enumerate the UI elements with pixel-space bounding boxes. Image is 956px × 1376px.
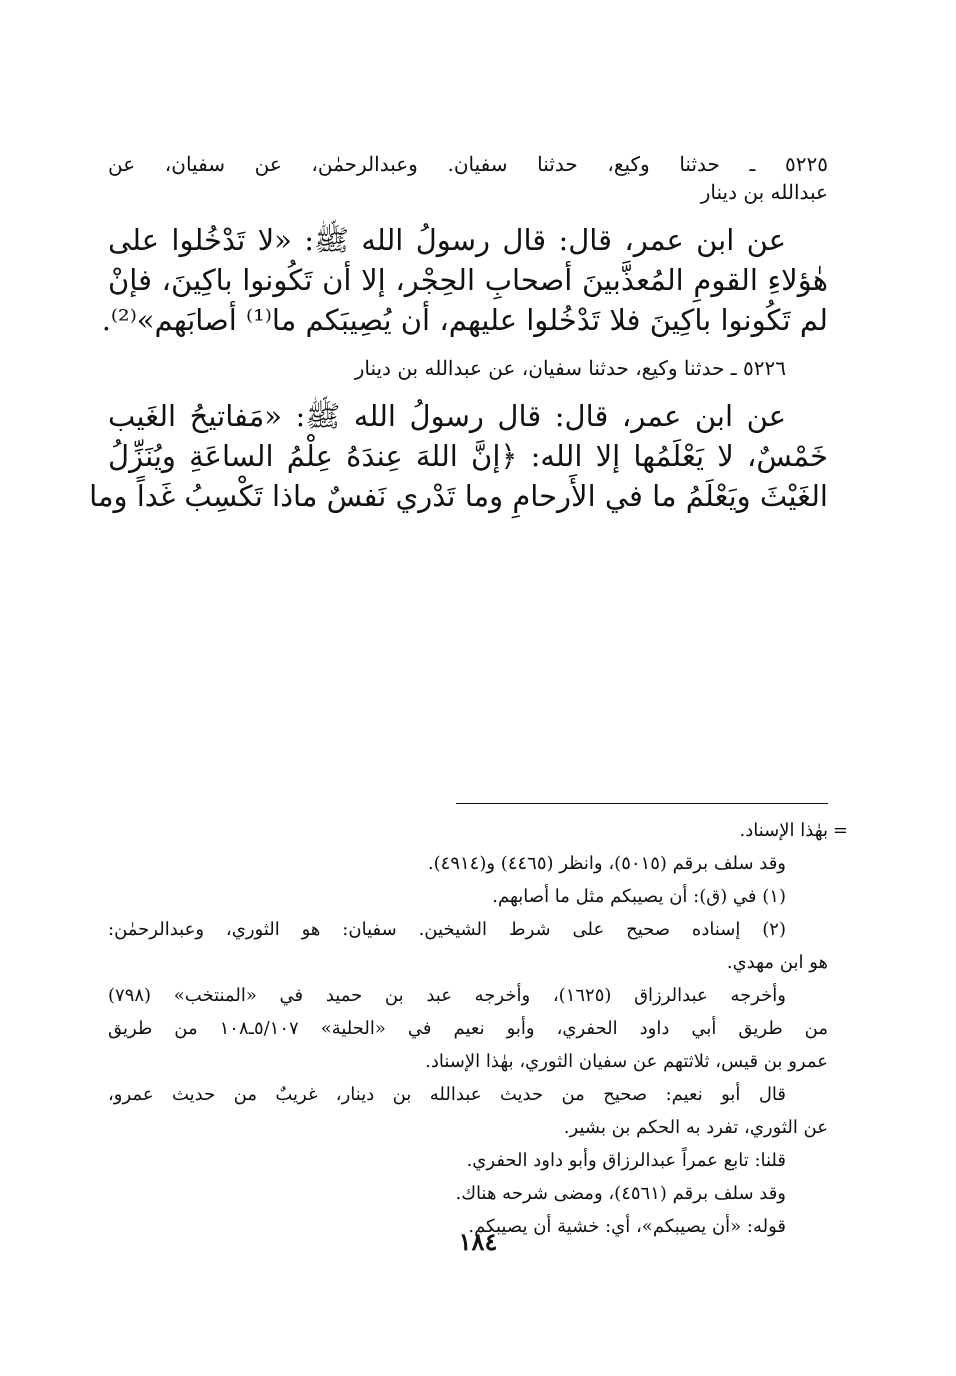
page-number: ١٨٤ — [458, 1227, 498, 1256]
footnote-line: عن الثوري، تفرد به الحكم بن بشير. — [563, 1117, 828, 1138]
footnote-line: (١) في (ق): أن يصيبكم مثل ما أصابهم. — [492, 886, 786, 907]
page-body — [89, 150, 848, 1237]
matn-line: لم تَكُونوا باكِينَ فلا تَدْخُلوا عليهم، أن يُصِيبَكم ما⁽¹⁾ أصابَهم»⁽²⁾. — [101, 303, 828, 337]
footnote-text: بهٰذا الإسناد. — [739, 820, 828, 841]
footnote-line: عمرو بن قيس، ثلاثتهم عن سفيان الثوري، بهٰذا الإسناد. — [425, 1051, 828, 1072]
hadith-5226 — [89, 354, 828, 516]
footnote-line: (٢) إسناده صحيح على شرط الشيخين. سفيان: هو الثوري، وعبدالرحمٰن: — [108, 919, 786, 940]
footnote-line: قال أبو نعيم: صحيح من حديث عبدالله بن دينار، غريبٌ من حديث عمرو، — [108, 1084, 786, 1105]
footnote-line: وأخرجه عبدالرزاق (١٦٢٥)، وأخرجه عبد بن حميد في «المنتخب» (٧٩٨) — [108, 985, 786, 1006]
matn-line: خَمْسٌ، لا يَعْلَمُها إلا الله: ﴿إنَّ اللهَ عِندَهُ عِلْمُ الساعَةِ ويُنَزِّلُ — [108, 439, 828, 473]
footnote-line — [108, 817, 848, 844]
hadith-5226-matn — [89, 396, 828, 516]
footnote-line: قلنا: تابع عمراً عبدالرزاق وأبو داود الحفري. — [466, 1150, 786, 1171]
hadith-5225-matn — [101, 220, 828, 340]
footnote-line: من طريق أبي داود الحفري، وأبو نعيم في «الحلية» ٥/١٠٧ـ١٠٨ من طريق — [108, 1018, 828, 1039]
continuation-mark: = — [832, 820, 848, 841]
footnote-line: قوله: «أن يصيبكم»، أي: خشية أن يصيبكم. — [468, 1216, 786, 1237]
matn-line: عن ابن عمر، قال: قال رسولُ الله ﷺ: «لا تَدْخُلوا على — [108, 223, 786, 257]
matn-line: الغَيْثَ ويَعْلَمُ ما في الأَرحامِ وما تَدْري نَفسٌ ماذا تَكْسِبُ غَداً وما — [89, 479, 828, 513]
footnote-line: هو ابن مهدي. — [726, 952, 828, 973]
isnad-line: ٥٢٢٦ ـ حدثنا وكيع، حدثنا سفيان، عن عبدالله بن دينار — [354, 356, 786, 380]
footnote-line: وقد سلف برقم (٥٠١٥)، وانظر (٤٤٦٥) و(٤٩١٤). — [427, 853, 786, 874]
footnote-separator — [456, 803, 828, 804]
hadith-5225 — [101, 150, 828, 340]
footnote-line: وقد سلف برقم (٤٥٦١)، ومضى شرحه هناك. — [455, 1183, 786, 1204]
hadith-5226-isnad — [108, 354, 828, 382]
matn-line: عن ابن عمر، قال: قال رسولُ الله ﷺ: «مَفاتيحُ الغَيب — [108, 399, 786, 433]
matn-line: هٰؤلاءِ القومِ المُعذَّبينَ أصحابِ الحِجْر، إلا أن تَكُونوا باكِينَ، فإنْ — [108, 263, 828, 297]
hadith-5225-isnad — [108, 150, 828, 206]
isnad-line: عبدالله بن دينار — [700, 180, 828, 204]
isnad-line: ٥٢٢٥ ـ حدثنا وكيع، حدثنا سفيان. وعبدالرحمٰن، عن سفيان، عن — [108, 152, 828, 176]
footnotes-section — [108, 817, 848, 1240]
